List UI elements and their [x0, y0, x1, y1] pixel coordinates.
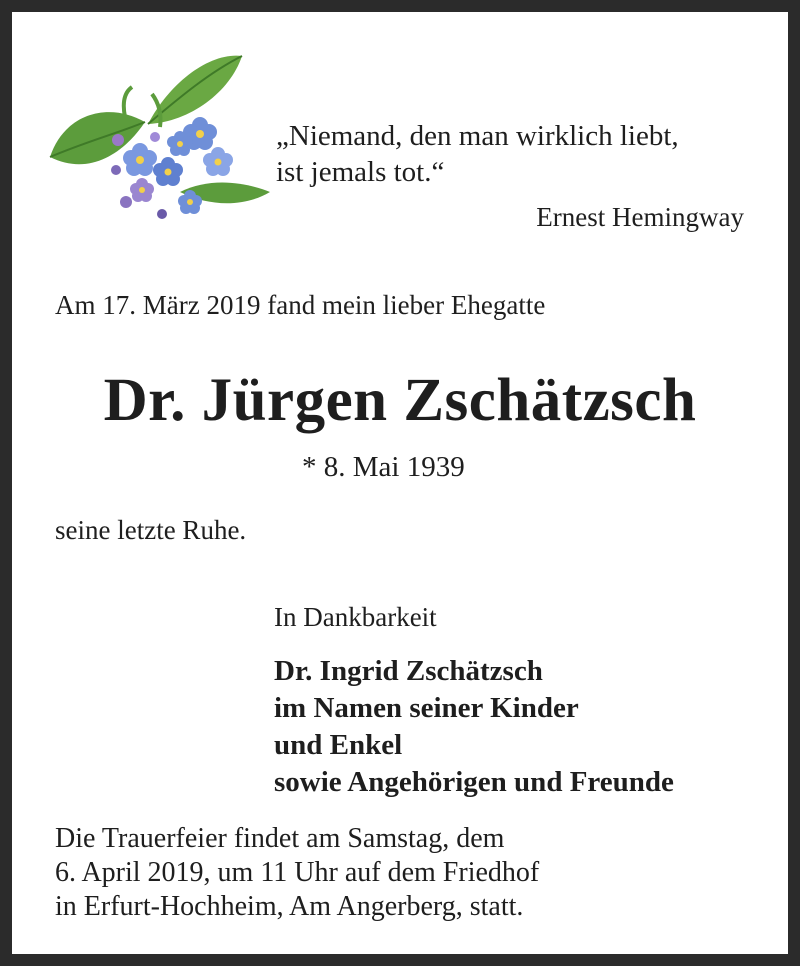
- ceremony-info: [55, 822, 539, 924]
- ceremony-line: Die Trauerfeier findet am Samstag, dem: [55, 823, 505, 854]
- family-line: sowie Angehörigen und Freunde: [274, 766, 674, 798]
- quote-line-2: ist jemals tot.“: [276, 156, 445, 188]
- family-line: im Namen seiner Kinder: [274, 692, 579, 724]
- ceremony-line: 6. April 2019, um 11 Uhr auf dem Friedhof: [55, 857, 540, 888]
- quote-author: Ernest Hemingway: [536, 202, 744, 232]
- ceremony-line: in Erfurt-Hochheim, Am Angerberg, statt.: [55, 891, 524, 922]
- rest-text: seine letzte Ruhe.: [55, 515, 247, 545]
- family-line: Dr. Ingrid Zschätzsch: [274, 655, 543, 687]
- thanks-text: In Dankbarkeit: [274, 602, 437, 632]
- family-line: und Enkel: [274, 729, 403, 761]
- deceased-name: Dr. Jürgen Zschätzsch: [103, 367, 697, 434]
- intro-text: Am 17. März 2019 fand mein lieber Ehegatte: [55, 290, 546, 320]
- family-signature: [274, 653, 674, 801]
- quote: [276, 118, 679, 190]
- forget-me-not-flower-icon: [30, 42, 280, 232]
- quote-line-1: „Niemand, den man wirklich liebt,: [276, 120, 679, 152]
- birth-date: * 8. Mai 1939: [302, 451, 465, 483]
